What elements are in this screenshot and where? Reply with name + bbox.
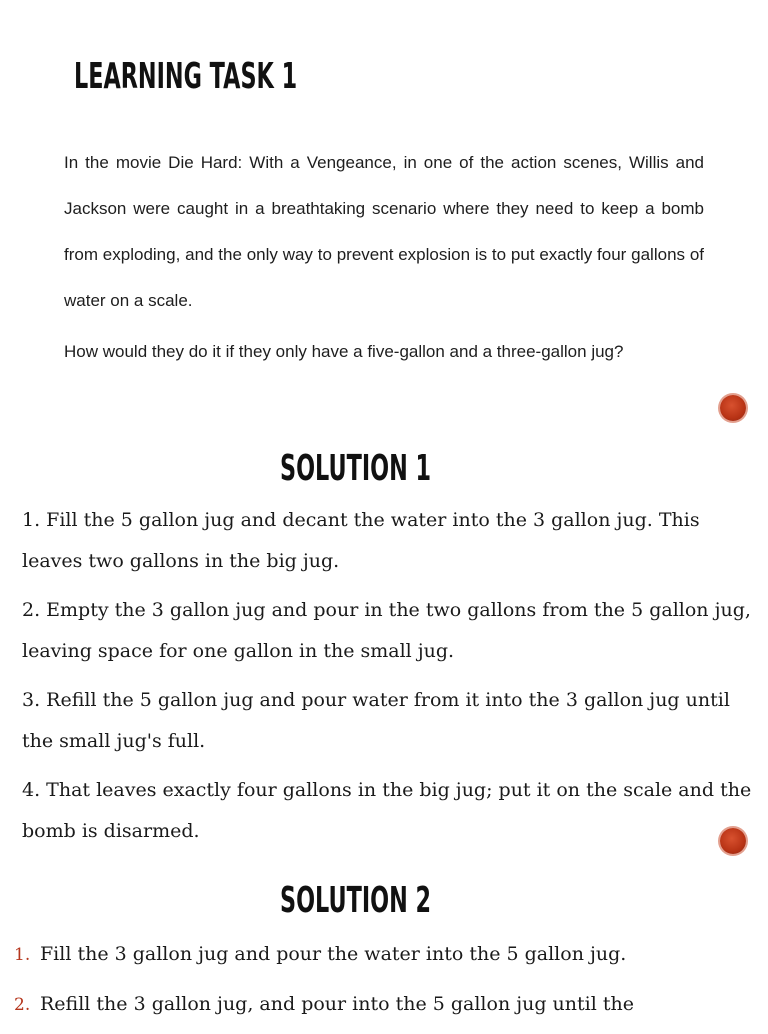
slide-learning-task — [0, 0, 768, 432]
list-item — [14, 984, 754, 1026]
slide-solution-1 — [0, 432, 768, 864]
question-paragraph: How would they do it if they only have a five-gallon and a three-gallon jug? — [64, 342, 624, 361]
intro-paragraph: In the movie Die Hard: With a Vengeance, in one of the action scenes, Willis and Jackson were caught in a breathtaking scenario where they need to keep a bomb from exploding, and the only way to prevent explosion is to put exactly four gallons of water on a scale. — [64, 153, 704, 310]
slide-title: SOLUTION 2 — [280, 880, 432, 921]
list-item: 4. That leaves exactly four gallons in the big jug; put it on the scale and the bomb is disarmed. — [22, 779, 752, 842]
red-circle-marker-icon — [720, 395, 746, 421]
list-item-text: Fill the 3 gallon jug and pour the water into the 5 gallon jug. — [40, 943, 627, 965]
slide-title: LEARNING TASK 1 — [74, 56, 298, 97]
slide-title: SOLUTION 1 — [280, 448, 432, 489]
list-item-number: 2. — [14, 995, 31, 1015]
solution-steps-list — [22, 500, 752, 860]
list-item — [14, 934, 754, 976]
slide-solution-2 — [0, 864, 768, 1024]
list-item-number: 1. — [14, 945, 31, 965]
list-item: 2. Empty the 3 gallon jug and pour in the two gallons from the 5 gallon jug, leaving space for one gallon in the small jug. — [22, 599, 751, 662]
red-circle-marker-icon — [720, 828, 746, 854]
list-item: 1. Fill the 5 gallon jug and decant the water into the 3 gallon jug. This leaves two gallons in the big jug. — [22, 509, 700, 572]
solution-steps-list — [14, 934, 754, 1034]
list-item-text: Refill the 3 gallon jug, and pour into the 5 gallon jug until the — [40, 993, 634, 1015]
list-item: 3. Refill the 5 gallon jug and pour water from it into the 3 gallon jug until the small jug's full. — [22, 689, 730, 752]
